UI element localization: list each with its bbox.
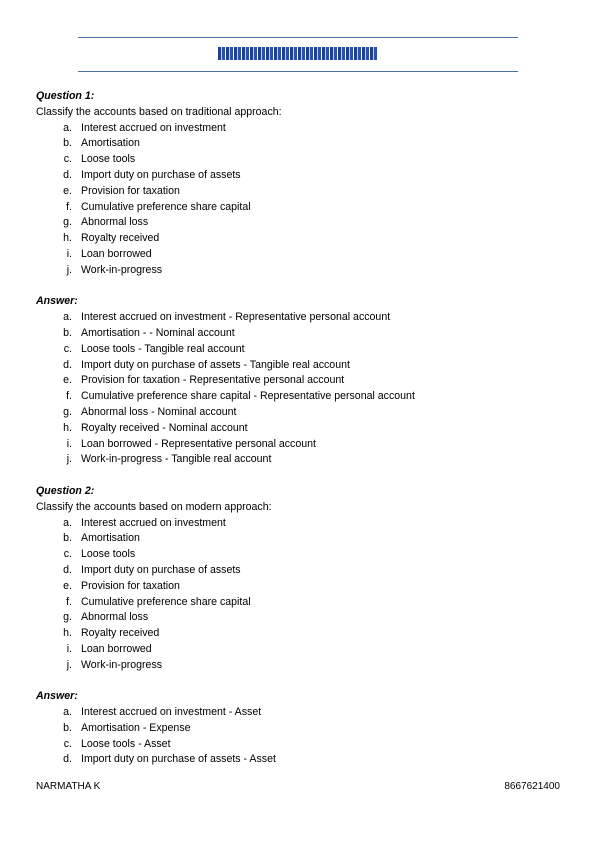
list-item [36,658,566,674]
list-item [36,373,566,389]
section-title: Question 2: [36,484,95,497]
list-item [36,626,566,642]
item-text: Royalty received - Nominal account [81,421,248,434]
item-letter: g. [63,405,72,418]
list-item [36,579,566,595]
item-text: Royalty received [81,627,160,640]
item-text: Loan borrowed - Representative personal account [81,437,316,450]
item-letter: d. [63,358,72,371]
section [36,689,566,768]
item-text: Loose tools [81,153,136,166]
item-text: Loose tools [81,548,136,561]
item-text: Amortisation - Expense [81,721,191,734]
item-letter: c. [63,548,72,561]
footer-author: NARMATHA K [36,781,101,792]
item-text: Import duty on purchase of assets - Asset [81,753,276,766]
item-letter: c. [63,342,72,355]
item-letter: d. [63,563,72,576]
list-item [36,563,566,579]
section [36,484,566,689]
section-instruction: Classify the accounts based on modern approach: [36,500,272,513]
item-text: Interest accrued on investment - Representative personal account [81,311,391,324]
item-letter: d. [63,753,72,766]
item-text: Cumulative preference share capital - Representative personal account [81,390,415,403]
item-letter: i. [66,437,72,450]
item-letter: b. [63,137,72,150]
list-item [36,184,566,200]
item-text: Import duty on purchase of assets - Tangible real account [81,358,350,371]
list-item [36,389,566,405]
item-text: Provision for taxation [81,579,180,592]
item-text: Loan borrowed [81,247,152,260]
list-item [36,121,566,137]
list-item [36,737,566,753]
list-item [36,310,566,326]
item-list [36,121,566,279]
list-item [36,200,566,216]
item-letter: h. [63,232,72,245]
list-item [36,452,566,468]
item-text: Abnormal loss - Nominal account [81,405,237,418]
section [36,89,566,294]
item-letter: e. [63,579,72,592]
item-text: Cumulative preference share capital [81,200,251,213]
section-spacer [36,279,566,295]
header-banner-graphic [218,47,378,60]
list-item [36,721,566,737]
list-item [36,642,566,658]
list-item [36,326,566,342]
item-text: Import duty on purchase of assets [81,168,241,181]
footer-phone: 8667621400 [504,781,560,792]
item-text: Provision for taxation - Representative personal account [81,374,345,387]
list-item [36,531,566,547]
section-title: Question 1: [36,90,95,102]
list-item [36,752,566,768]
item-letter: e. [63,184,72,197]
list-item [36,136,566,152]
list-item [36,215,566,231]
item-text: Loan borrowed [81,642,152,655]
item-text: Amortisation [81,532,140,545]
item-text: Work-in-progress [81,263,163,276]
list-item [36,152,566,168]
list-item [36,263,566,279]
section-title: Answer: [36,690,78,703]
list-item [36,405,566,421]
item-text: Abnormal loss [81,611,149,624]
item-letter: a. [63,706,72,719]
item-list [36,516,566,674]
item-letter: j. [66,263,72,276]
item-letter: e. [63,374,72,387]
item-letter: c. [63,737,72,750]
item-letter: h. [63,627,72,640]
item-text: Interest accrued on investment [81,516,226,529]
item-letter: f. [66,390,72,403]
header-rule-bottom [78,71,518,72]
list-item [36,168,566,184]
item-text: Loose tools - Asset [81,737,171,750]
section-instruction: Classify the accounts based on traditional approach: [36,105,282,118]
item-letter: d. [63,168,72,181]
item-text: Interest accrued on investment - Asset [81,706,262,719]
section-spacer [36,468,566,484]
item-text: Abnormal loss [81,216,149,229]
item-text: Amortisation [81,137,140,150]
list-item [36,231,566,247]
item-text: Work-in-progress [81,658,163,671]
item-text: Provision for taxation [81,184,180,197]
list-item [36,595,566,611]
list-item [36,516,566,532]
item-letter: c. [63,153,72,166]
list-item [36,247,566,263]
item-letter: b. [63,721,72,734]
item-text: Amortisation - - Nominal account [81,326,235,339]
header-rule-top [78,37,518,38]
section-title: Answer: [36,295,78,308]
item-letter: h. [63,421,72,434]
item-letter: i. [66,642,72,655]
item-list [36,705,566,768]
item-text: Work-in-progress - Tangible real account [81,453,272,466]
item-letter: a. [63,516,72,529]
list-item [36,547,566,563]
section [36,294,566,484]
item-letter: f. [66,200,72,213]
item-letter: f. [66,595,72,608]
section-spacer [36,673,566,689]
list-item [36,610,566,626]
list-item [36,358,566,374]
item-text: Cumulative preference share capital [81,595,251,608]
item-list [36,310,566,468]
item-letter: b. [63,326,72,339]
item-letter: a. [63,121,72,134]
item-text: Import duty on purchase of assets [81,563,241,576]
document-body [36,89,566,768]
item-letter: j. [66,453,72,466]
item-text: Loose tools - Tangible real account [81,342,245,355]
item-letter: b. [63,532,72,545]
item-letter: g. [63,216,72,229]
item-letter: g. [63,611,72,624]
item-letter: i. [66,247,72,260]
list-item [36,342,566,358]
item-letter: j. [66,658,72,671]
item-text: Interest accrued on investment [81,121,226,134]
item-letter: a. [63,311,72,324]
item-text: Royalty received [81,232,160,245]
list-item [36,437,566,453]
list-item [36,705,566,721]
list-item [36,421,566,437]
